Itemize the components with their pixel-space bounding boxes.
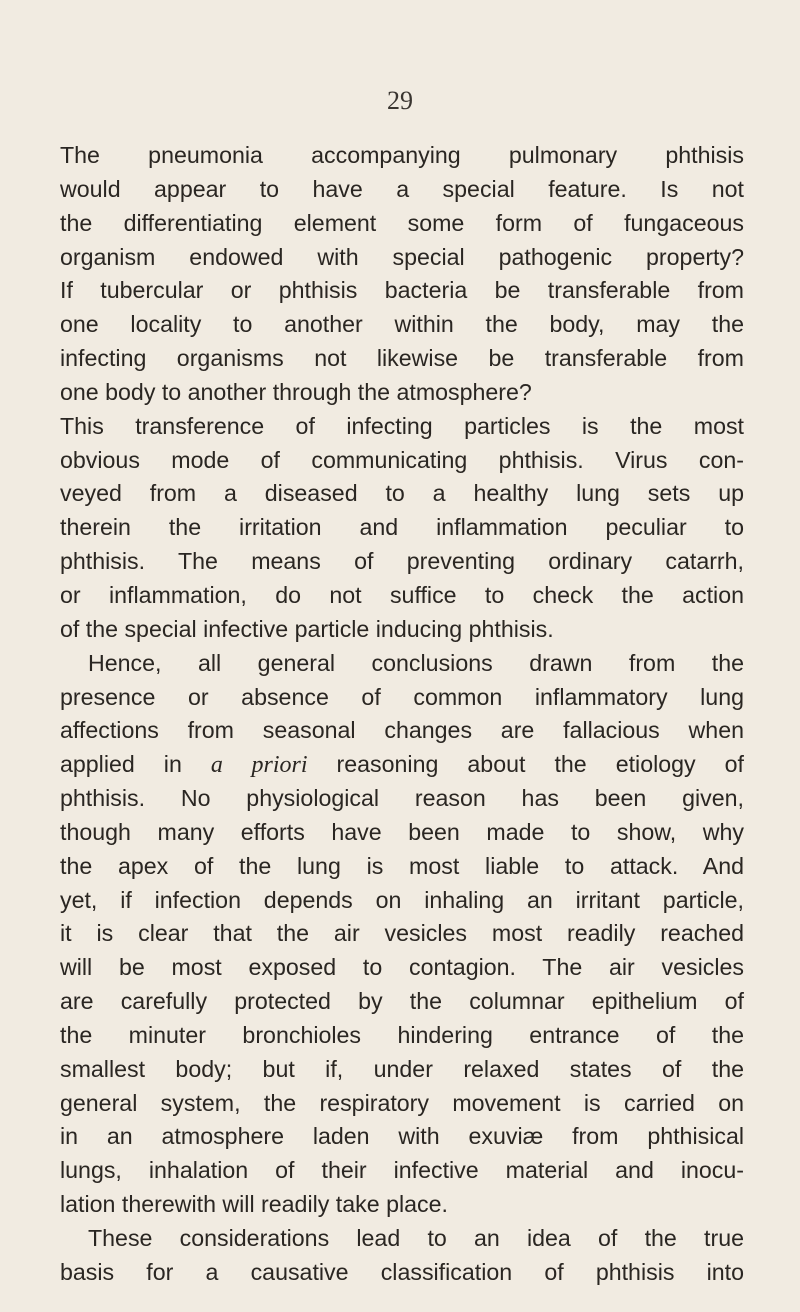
text-line: smallest body; but if, under relaxed states of the bbox=[60, 1055, 744, 1082]
text-line: basis for a causative classification of phthisis into bbox=[60, 1258, 744, 1285]
text-line: presence or absence of common inflammatory lung bbox=[60, 683, 744, 710]
text-line: lation therewith will readily take place. bbox=[60, 1191, 448, 1218]
text-segment: applied in bbox=[60, 751, 211, 778]
text-line: or inflammation, do not suffice to check the action bbox=[60, 581, 744, 608]
text-line: though many efforts have been made to show, why bbox=[60, 818, 744, 845]
text-line: yet, if infection depends on inhaling an irritant particle, bbox=[60, 886, 744, 913]
page-number: 29 bbox=[387, 86, 413, 115]
text-line: The pneumonia accompanying pulmonary phthisis bbox=[60, 142, 744, 168]
text-line: These considerations lead to an idea of the true bbox=[88, 1225, 744, 1251]
text-line: phthisis. The means of preventing ordinary catarrh, bbox=[60, 548, 744, 575]
body-text bbox=[60, 139, 744, 1290]
text-line: it is clear that the air vesicles most readily reached bbox=[60, 920, 744, 947]
text-line: infecting organisms not likewise be transferable from bbox=[60, 345, 744, 372]
text-line: the differentiating element some form of fungaceous bbox=[60, 209, 744, 236]
text-line: phthisis. No physiological reason has been given, bbox=[60, 785, 744, 812]
text-line: obvious mode of communicating phthisis. Virus con- bbox=[60, 446, 744, 473]
text-line: organism endowed with special pathogenic property? bbox=[60, 243, 744, 270]
text-line: are carefully protected by the columnar epithelium of bbox=[60, 988, 744, 1015]
text-line: This transference of infecting particles is the most bbox=[60, 412, 744, 439]
text-line: one body to another through the atmosphere? bbox=[60, 378, 532, 405]
italic-phrase: a priori bbox=[210, 752, 308, 779]
text-line: the apex of the lung is most liable to attack. And bbox=[60, 852, 744, 879]
text-segment: reasoning about the etiology of bbox=[307, 751, 744, 778]
text-line: lungs, inhalation of their infective material and inocu- bbox=[60, 1157, 744, 1184]
text-line: will be most exposed to contagion. The air vesicles bbox=[60, 954, 744, 981]
text-line: of the special infective particle inducing phthisis. bbox=[60, 615, 554, 642]
text-line bbox=[60, 748, 744, 782]
text-line: veyed from a diseased to a healthy lung sets up bbox=[60, 480, 744, 507]
text-line: in an atmosphere laden with exuviæ from phthisical bbox=[60, 1123, 744, 1150]
text-line: If tubercular or phthisis bacteria be transferable from bbox=[60, 277, 744, 304]
text-line: would appear to have a special feature. Is not bbox=[60, 175, 744, 202]
text-line: the minuter bronchioles hindering entrance of the bbox=[60, 1021, 744, 1048]
text-line: one locality to another within the body, may the bbox=[60, 311, 744, 338]
text-line: Hence, all general conclusions drawn from the bbox=[88, 649, 744, 676]
text-line: therein the irritation and inflammation peculiar to bbox=[60, 514, 744, 541]
text-line: affections from seasonal changes are fallacious when bbox=[60, 717, 744, 744]
text-line: general system, the respiratory movement is carried on bbox=[60, 1089, 744, 1116]
